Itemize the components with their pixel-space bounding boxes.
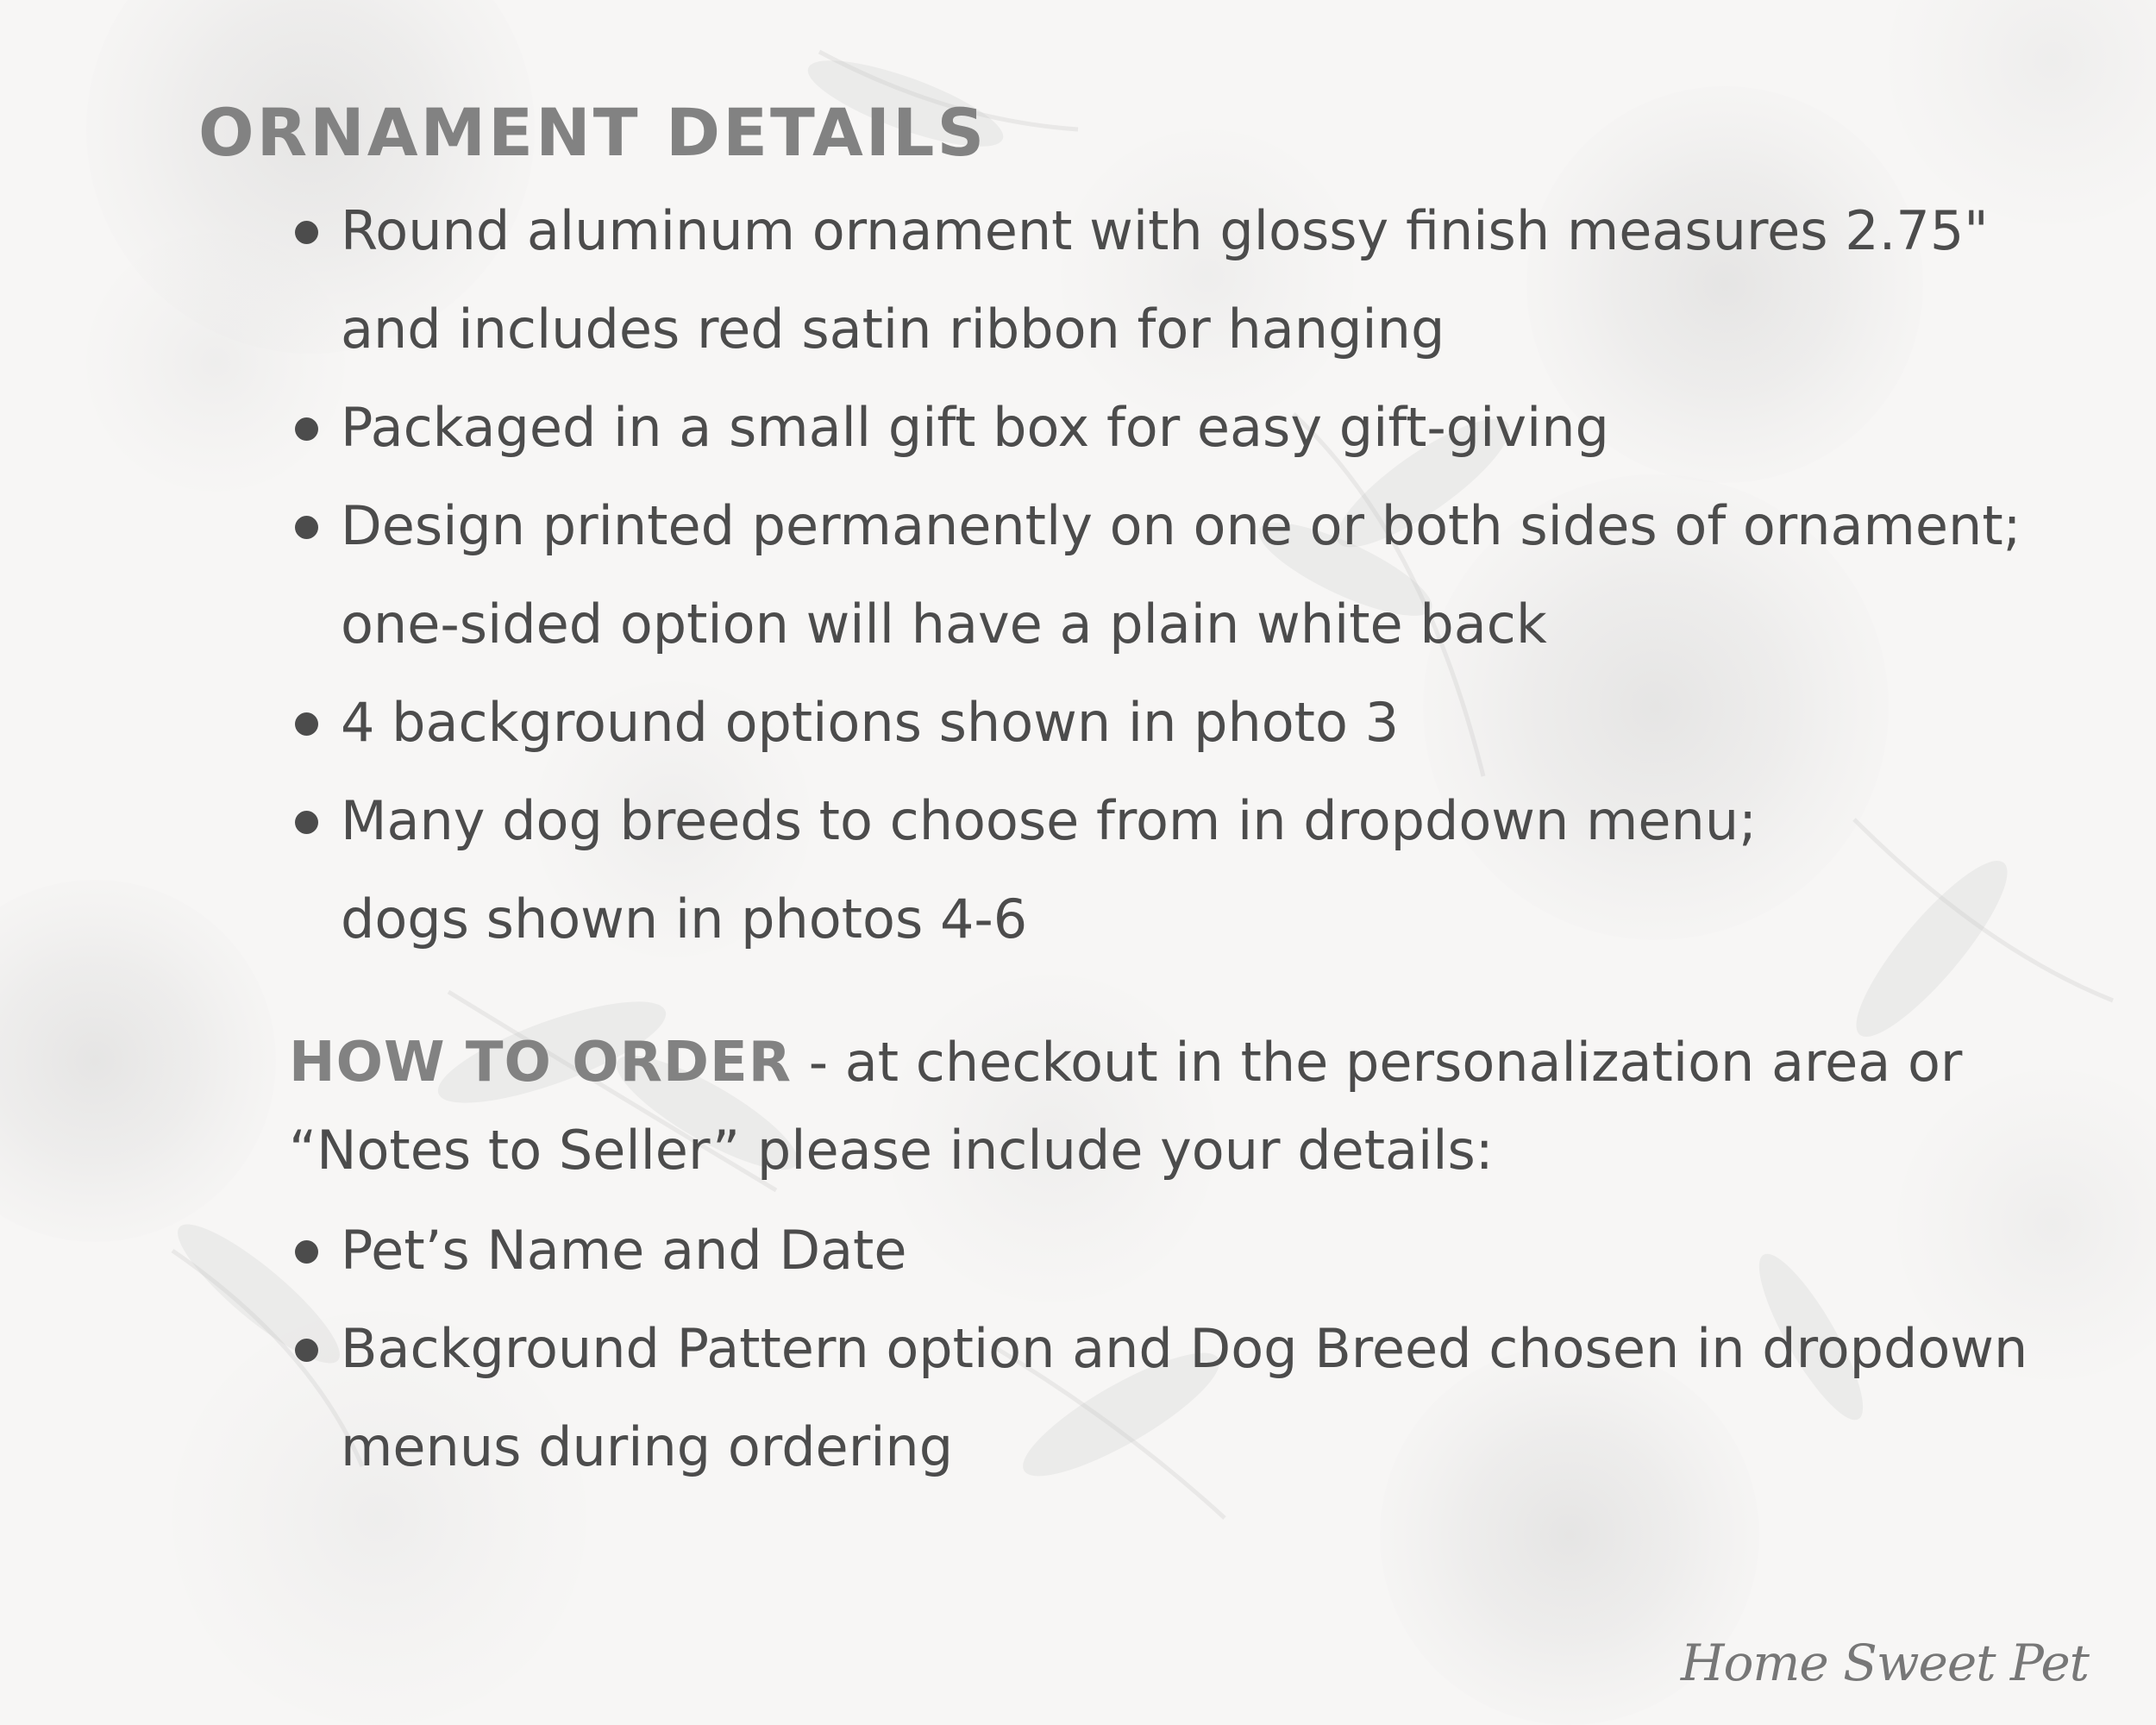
brand-logo: Home Sweet Pet bbox=[1680, 1634, 2089, 1692]
content bbox=[198, 95, 2070, 1496]
bullet-icon bbox=[295, 1339, 318, 1362]
how-to-order-list bbox=[198, 1201, 2070, 1496]
bullet-icon bbox=[295, 221, 318, 244]
list-item bbox=[198, 182, 2070, 379]
list-item bbox=[198, 772, 2070, 969]
bullet-icon bbox=[295, 811, 318, 834]
list-item-line: Many dog breeds to choose from in dropdown menu; bbox=[341, 789, 1758, 853]
list-item-line: Background Pattern option and Dog Breed chosen in dropdown bbox=[341, 1317, 2028, 1381]
list-item bbox=[198, 477, 2070, 674]
list-item-line: Design printed permanently on one or both sides of ornament; bbox=[341, 494, 2021, 558]
list-item bbox=[198, 379, 2070, 477]
how-to-order-line: “Notes to Seller” please include your details: bbox=[289, 1119, 1494, 1182]
bullet-icon bbox=[295, 712, 318, 736]
list-item-line: Pet’s Name and Date bbox=[341, 1219, 907, 1283]
list-item bbox=[198, 1300, 2070, 1496]
bullet-icon bbox=[295, 516, 318, 539]
list-item-line: Packaged in a small gift box for easy gift-giving bbox=[341, 396, 1609, 460]
list-item-line: Round aluminum ornament with glossy finish measures 2.75" bbox=[341, 199, 1989, 263]
list-item-line: 4 background options shown in photo 3 bbox=[341, 691, 1400, 755]
bullet-icon bbox=[295, 1240, 318, 1264]
ornament-details-title: ORNAMENT DETAILS bbox=[198, 94, 987, 171]
list-item bbox=[198, 1201, 2070, 1300]
how-to-order-text: - at checkout in the personalization area or bbox=[792, 1031, 1963, 1095]
list-item-line: and includes red satin ribbon for hanging bbox=[341, 298, 1445, 361]
bullet-icon bbox=[295, 417, 318, 441]
list-item bbox=[198, 674, 2070, 772]
how-to-order-paragraph bbox=[289, 1019, 2070, 1195]
how-to-order-line bbox=[289, 1019, 2070, 1107]
list-item-line: menus during ordering bbox=[341, 1415, 954, 1479]
how-to-order-heading: HOW TO ORDER bbox=[289, 1031, 792, 1095]
list-item-line: dogs shown in photos 4-6 bbox=[341, 888, 1028, 951]
list-item-line: one-sided option will have a plain white back bbox=[341, 593, 1547, 656]
ornament-details-list bbox=[198, 182, 2070, 969]
